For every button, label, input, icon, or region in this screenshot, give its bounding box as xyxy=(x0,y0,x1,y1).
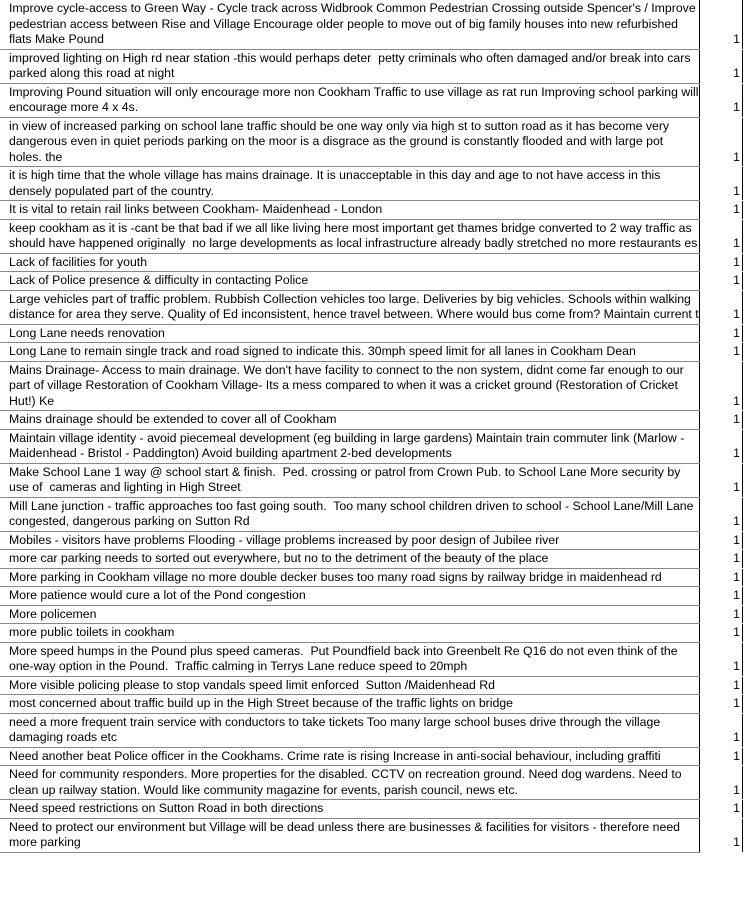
comment-text: Long Lane needs renovation xyxy=(0,324,700,343)
table-row xyxy=(0,747,743,766)
comment-text: Maintain village identity - avoid piecemeal development (eg building in large gardens) Maintain train commuter link (Marlow - Maidenhead - Bristol - Paddington) Avoid building apartment 2-bed developments xyxy=(0,429,700,463)
table-row xyxy=(0,429,743,463)
table-row xyxy=(0,83,743,117)
comment-text: More patience would cure a lot of the Pond congestion xyxy=(0,587,700,606)
table-row xyxy=(0,253,743,272)
table-row xyxy=(0,49,743,83)
table-row xyxy=(0,324,743,343)
comment-text: Lack of Police presence & difficulty in contacting Police xyxy=(0,272,700,291)
comment-count: 1 xyxy=(700,713,743,747)
comment-text: More policemen xyxy=(0,605,700,624)
comment-text: Mains drainage should be extended to cover all of Cookham xyxy=(0,411,700,430)
comment-text: in view of increased parking on school lane traffic should be one way only via high st to sutton road as it has become very dangerous even in quiet periods parking on the moor is a disgrace as the ground is constantly flooded and with large pot holes. the xyxy=(0,117,700,167)
comment-text: Need speed restrictions on Sutton Road in both directions xyxy=(0,800,700,819)
comment-count: 1 xyxy=(700,605,743,624)
comment-count: 1 xyxy=(700,83,743,117)
comment-text: most concerned about traffic build up in the High Street because of the traffic lights on bridge xyxy=(0,695,700,714)
comment-count: 1 xyxy=(700,747,743,766)
table-row xyxy=(0,343,743,362)
table-row xyxy=(0,713,743,747)
comment-text: Mill Lane junction - traffic approaches too fast going south. Too many school children driven to school - School Lane/Mill Lane congested, dangerous parking on Sutton Rd xyxy=(0,497,700,531)
comment-text: Lack of facilities for youth xyxy=(0,253,700,272)
comment-count: 1 xyxy=(700,695,743,714)
comment-count: 1 xyxy=(700,463,743,497)
comment-text: More visible policing please to stop vandals speed limit enforced Sutton /Maidenhead Rd xyxy=(0,676,700,695)
comment-text: keep cookham as it is -cant be that bad if we all like living here most important get thames bridge converted to 2 way traffic as should have happened originally no large developments as local infrastructure already badly stretched no more restaurants es xyxy=(0,219,700,253)
comment-count: 1 xyxy=(700,624,743,643)
comment-count: 1 xyxy=(700,201,743,220)
table-row xyxy=(0,167,743,201)
table-row xyxy=(0,361,743,411)
table-row xyxy=(0,497,743,531)
comment-count: 1 xyxy=(700,676,743,695)
table-row xyxy=(0,624,743,643)
comment-count: 1 xyxy=(700,587,743,606)
table-row xyxy=(0,463,743,497)
comment-text: improved lighting on High rd near station -this would perhaps deter petty criminals who often damaged and/or break into cars parked along this road at night xyxy=(0,49,700,83)
comment-text: Need for community responders. More properties for the disabled. CCTV on recreation ground. Need dog wardens. Need to clean up railway station. Would like community magazine for events, parish council, news etc. xyxy=(0,766,700,800)
table-row xyxy=(0,272,743,291)
comment-text: Improve cycle-access to Green Way - Cycle track across Widbrook Common Pedestrian Crossing outside Spencer's / Improve pedestrian access between Rise and Village Encourage older people to move out of big family houses into new refurbished flats Make Pound xyxy=(0,0,700,49)
comment-count: 1 xyxy=(700,550,743,569)
table-row xyxy=(0,568,743,587)
comment-count: 1 xyxy=(700,49,743,83)
comment-count: 1 xyxy=(700,361,743,411)
comment-count: 1 xyxy=(700,568,743,587)
comment-count: 1 xyxy=(700,411,743,430)
table-row xyxy=(0,605,743,624)
comment-count: 1 xyxy=(700,818,743,852)
comment-text: Need another beat Police officer in the Cookhams. Crime rate is rising Increase in anti-social behaviour, including graffiti xyxy=(0,747,700,766)
table-row xyxy=(0,531,743,550)
comment-count: 1 xyxy=(700,272,743,291)
comment-count: 1 xyxy=(700,0,743,49)
comment-count: 1 xyxy=(700,531,743,550)
comment-text: Mains Drainage- Access to main drainage. We don't have facility to connect to the non system, didnt come far enough to our part of village Restoration of Cookham Village- Its a mess compared to when it was a cricket ground (Restoration of Cricket Hut!) Ke xyxy=(0,361,700,411)
comment-text: it is high time that the whole village has mains drainage. It is unacceptable in this day and age to not have access in this densely populated part of the country. xyxy=(0,167,700,201)
table-row xyxy=(0,411,743,430)
comment-count: 1 xyxy=(700,497,743,531)
comment-text: More parking in Cookham village no more double decker buses too many road signs by railway bridge in maidenhead rd xyxy=(0,568,700,587)
comment-text: Need to protect our environment but Village will be dead unless there are businesses & facilities for visitors - therefore need more parking xyxy=(0,818,700,852)
comment-count: 1 xyxy=(700,343,743,362)
comment-count: 1 xyxy=(700,324,743,343)
comment-text: It is vital to retain rail links between Cookham- Maidenhead - London xyxy=(0,201,700,220)
table-row xyxy=(0,676,743,695)
table-row xyxy=(0,117,743,167)
comment-count: 1 xyxy=(700,766,743,800)
comment-count: 1 xyxy=(700,642,743,676)
comment-text: Mobiles - visitors have problems Flooding - village problems increased by poor design of Jubilee river xyxy=(0,531,700,550)
comment-count: 1 xyxy=(700,800,743,819)
table-row xyxy=(0,290,743,324)
table-row xyxy=(0,587,743,606)
comment-count: 1 xyxy=(700,429,743,463)
table-row xyxy=(0,550,743,569)
comment-count: 1 xyxy=(700,167,743,201)
comment-text: Long Lane to remain single track and road signed to indicate this. 30mph speed limit for all lanes in Cookham Dean xyxy=(0,343,700,362)
comment-text: need a more frequent train service with conductors to take tickets Too many large school buses drive through the village damaging roads etc xyxy=(0,713,700,747)
comment-text: more car parking needs to sorted out everywhere, but no to the detriment of the beauty of the place xyxy=(0,550,700,569)
comment-text: Improving Pound situation will only encourage more non Cookham Traffic to use village as rat run Improving school parking will encourage more 4 x 4s. xyxy=(0,83,700,117)
table-row xyxy=(0,800,743,819)
table-row xyxy=(0,766,743,800)
comment-text: Make School Lane 1 way @ school start & finish. Ped. crossing or patrol from Crown Pub. to School Lane More security by use of cameras and lighting in High Street xyxy=(0,463,700,497)
comment-count: 1 xyxy=(700,117,743,167)
comment-count: 1 xyxy=(700,253,743,272)
comment-text: Large vehicles part of traffic problem. Rubbish Collection vehicles too large. Deliveries by big vehicles. Schools within walking distance for area they serve. Quality of Ed inconsistent, hence travel between. Where would bus come from? Maintain current t xyxy=(0,290,700,324)
comment-count: 1 xyxy=(700,290,743,324)
table-row xyxy=(0,642,743,676)
comment-text: more public toilets in cookham xyxy=(0,624,700,643)
table-row xyxy=(0,201,743,220)
table-row xyxy=(0,695,743,714)
table-row xyxy=(0,0,743,49)
comment-text: More speed humps in the Pound plus speed cameras. Put Poundfield back into Greenbelt Re Q16 do not even think of the one-way option in the Pound. Traffic calming in Terrys Lane reduce speed to 20mph xyxy=(0,642,700,676)
comment-count: 1 xyxy=(700,219,743,253)
table-row xyxy=(0,219,743,253)
table-row xyxy=(0,818,743,852)
